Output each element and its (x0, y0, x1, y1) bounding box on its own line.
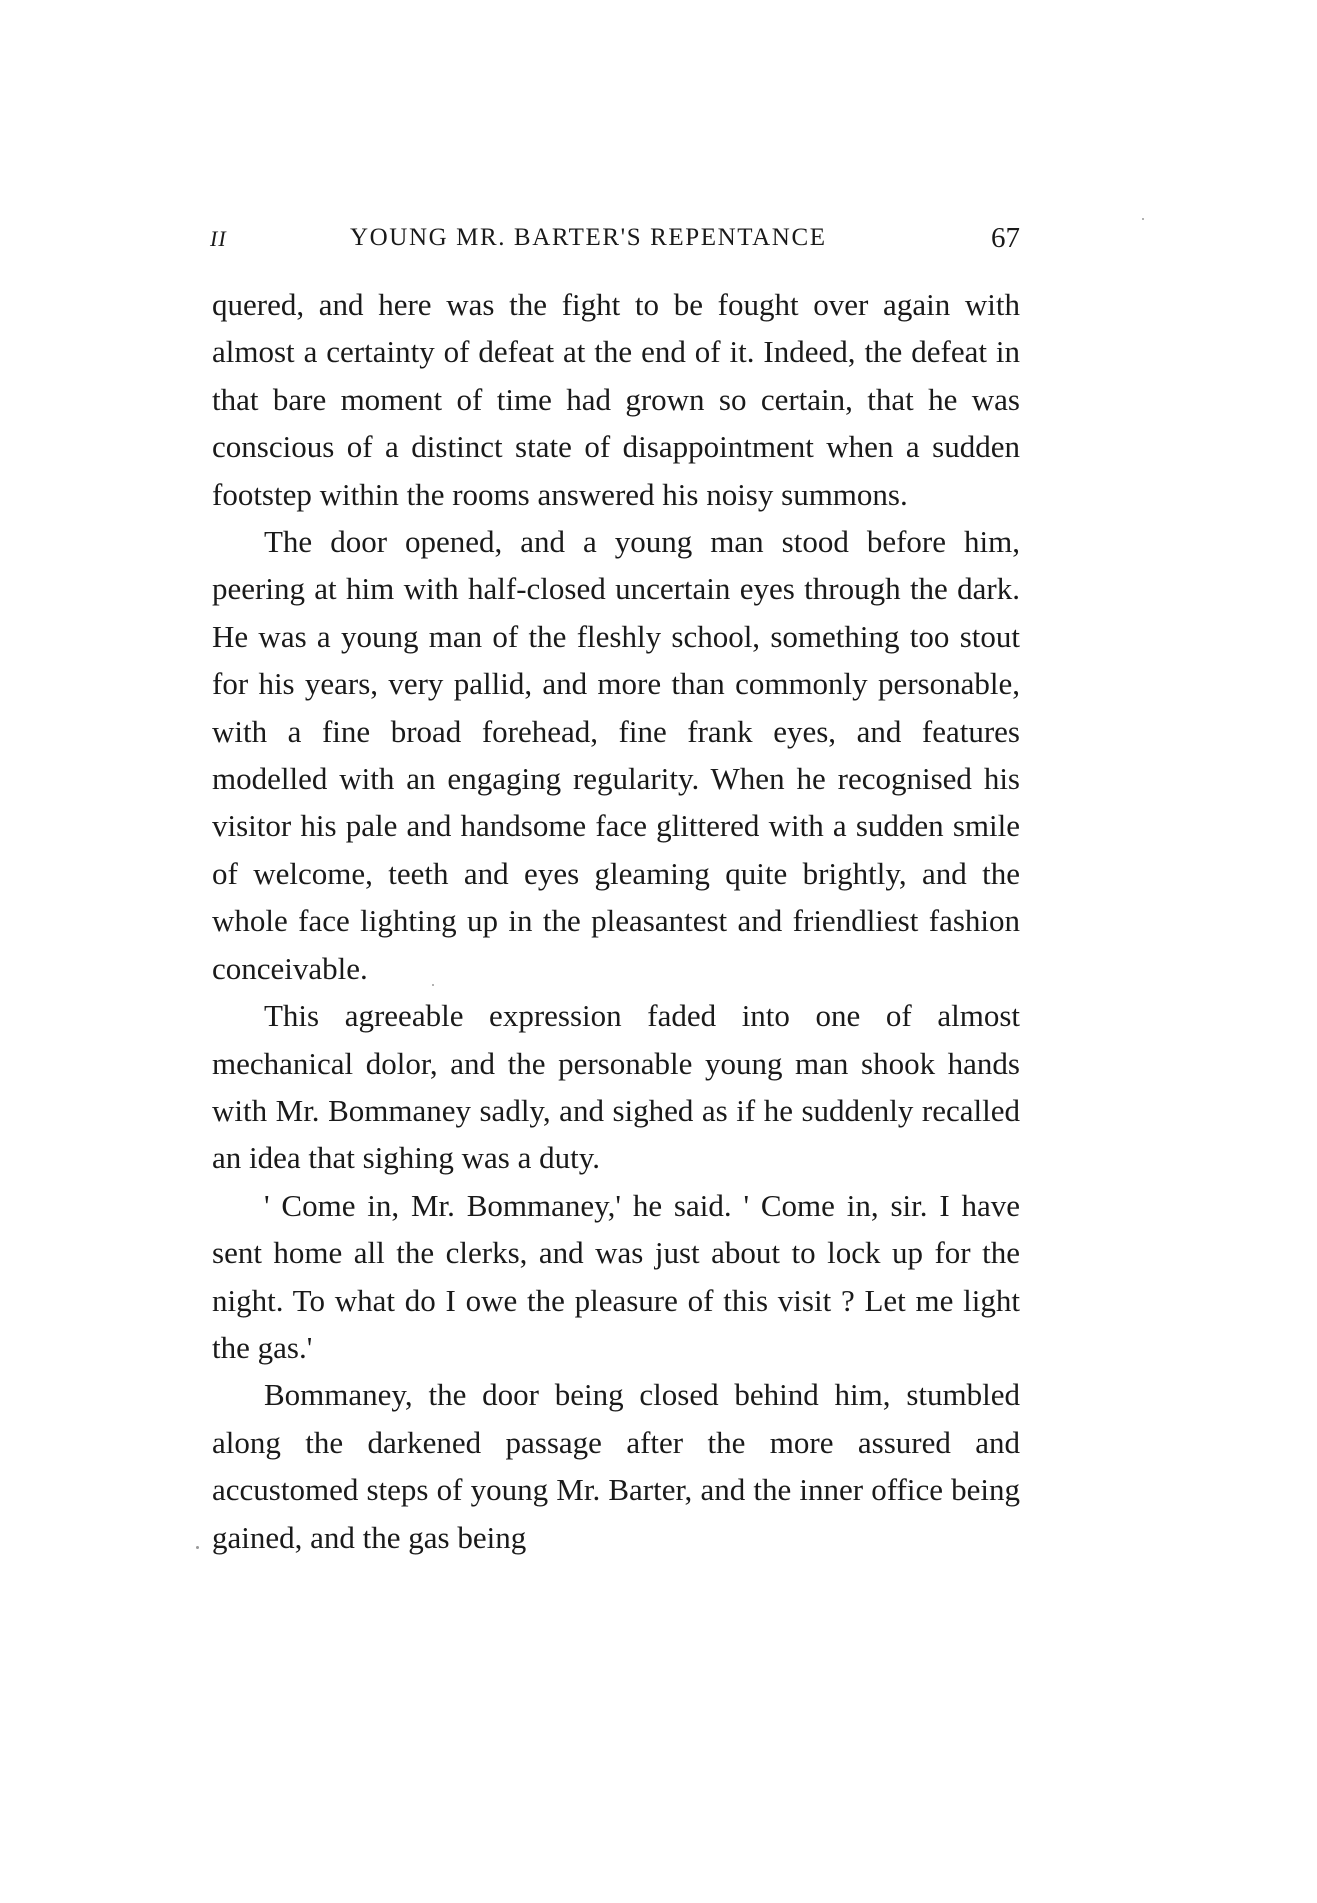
body-text (212, 281, 1020, 1561)
paragraph: This agreeable expression faded into one of almost mechanical dolor, and the personable young man shook hands with Mr. Bommaney sadly, and sighed as if he suddenly recalled an idea that sighing was a duty. (212, 998, 1020, 1176)
scan-speck (1142, 218, 1144, 220)
scan-speck (196, 1546, 199, 1549)
scan-speck (432, 984, 434, 986)
paragraph: ' Come in, Mr. Bommaney,' he said. ' Come in, sir. I have sent home all the clerks, and was just about to lock up for the night. To what do I owe the pleasure of this visit ? Let me light the gas.' (212, 1187, 1020, 1365)
chapter-number: II (210, 226, 227, 251)
paragraph: Bommaney, the door being closed behind him, stumbled along the darkened passage after the more assured and accustomed steps of young Mr. Barter, and the inner office being gained, and the gas being (212, 1377, 1020, 1555)
running-head (210, 222, 1020, 262)
page-number: 67 (991, 222, 1020, 254)
running-title: YOUNG MR. BARTER'S REPENTANCE (350, 224, 827, 251)
paragraph-continued: quered, and here was the fight to be fought over again with almost a certainty of defeat at the end of it. Indeed, the defeat in that bare moment of time had grown so certain, that he was conscious of a distinct state of disappointment when a sudden footstep within the rooms answered his noisy summons. (212, 287, 1020, 512)
paragraph: The door opened, and a young man stood before him, peering at him with half-closed uncertain eyes through the dark. He was a young man of the fleshly school, something too stout for his years, very pallid, and more than commonly personable, with a fine broad forehead, fine frank eyes, and features modelled with an engaging regularity. When he recognised his visitor his pale and handsome face glittered with a sudden smile of welcome, teeth and eyes gleaming quite brightly, and the whole face lighting up in the pleasantest and friendliest fashion conceivable. (212, 524, 1020, 986)
